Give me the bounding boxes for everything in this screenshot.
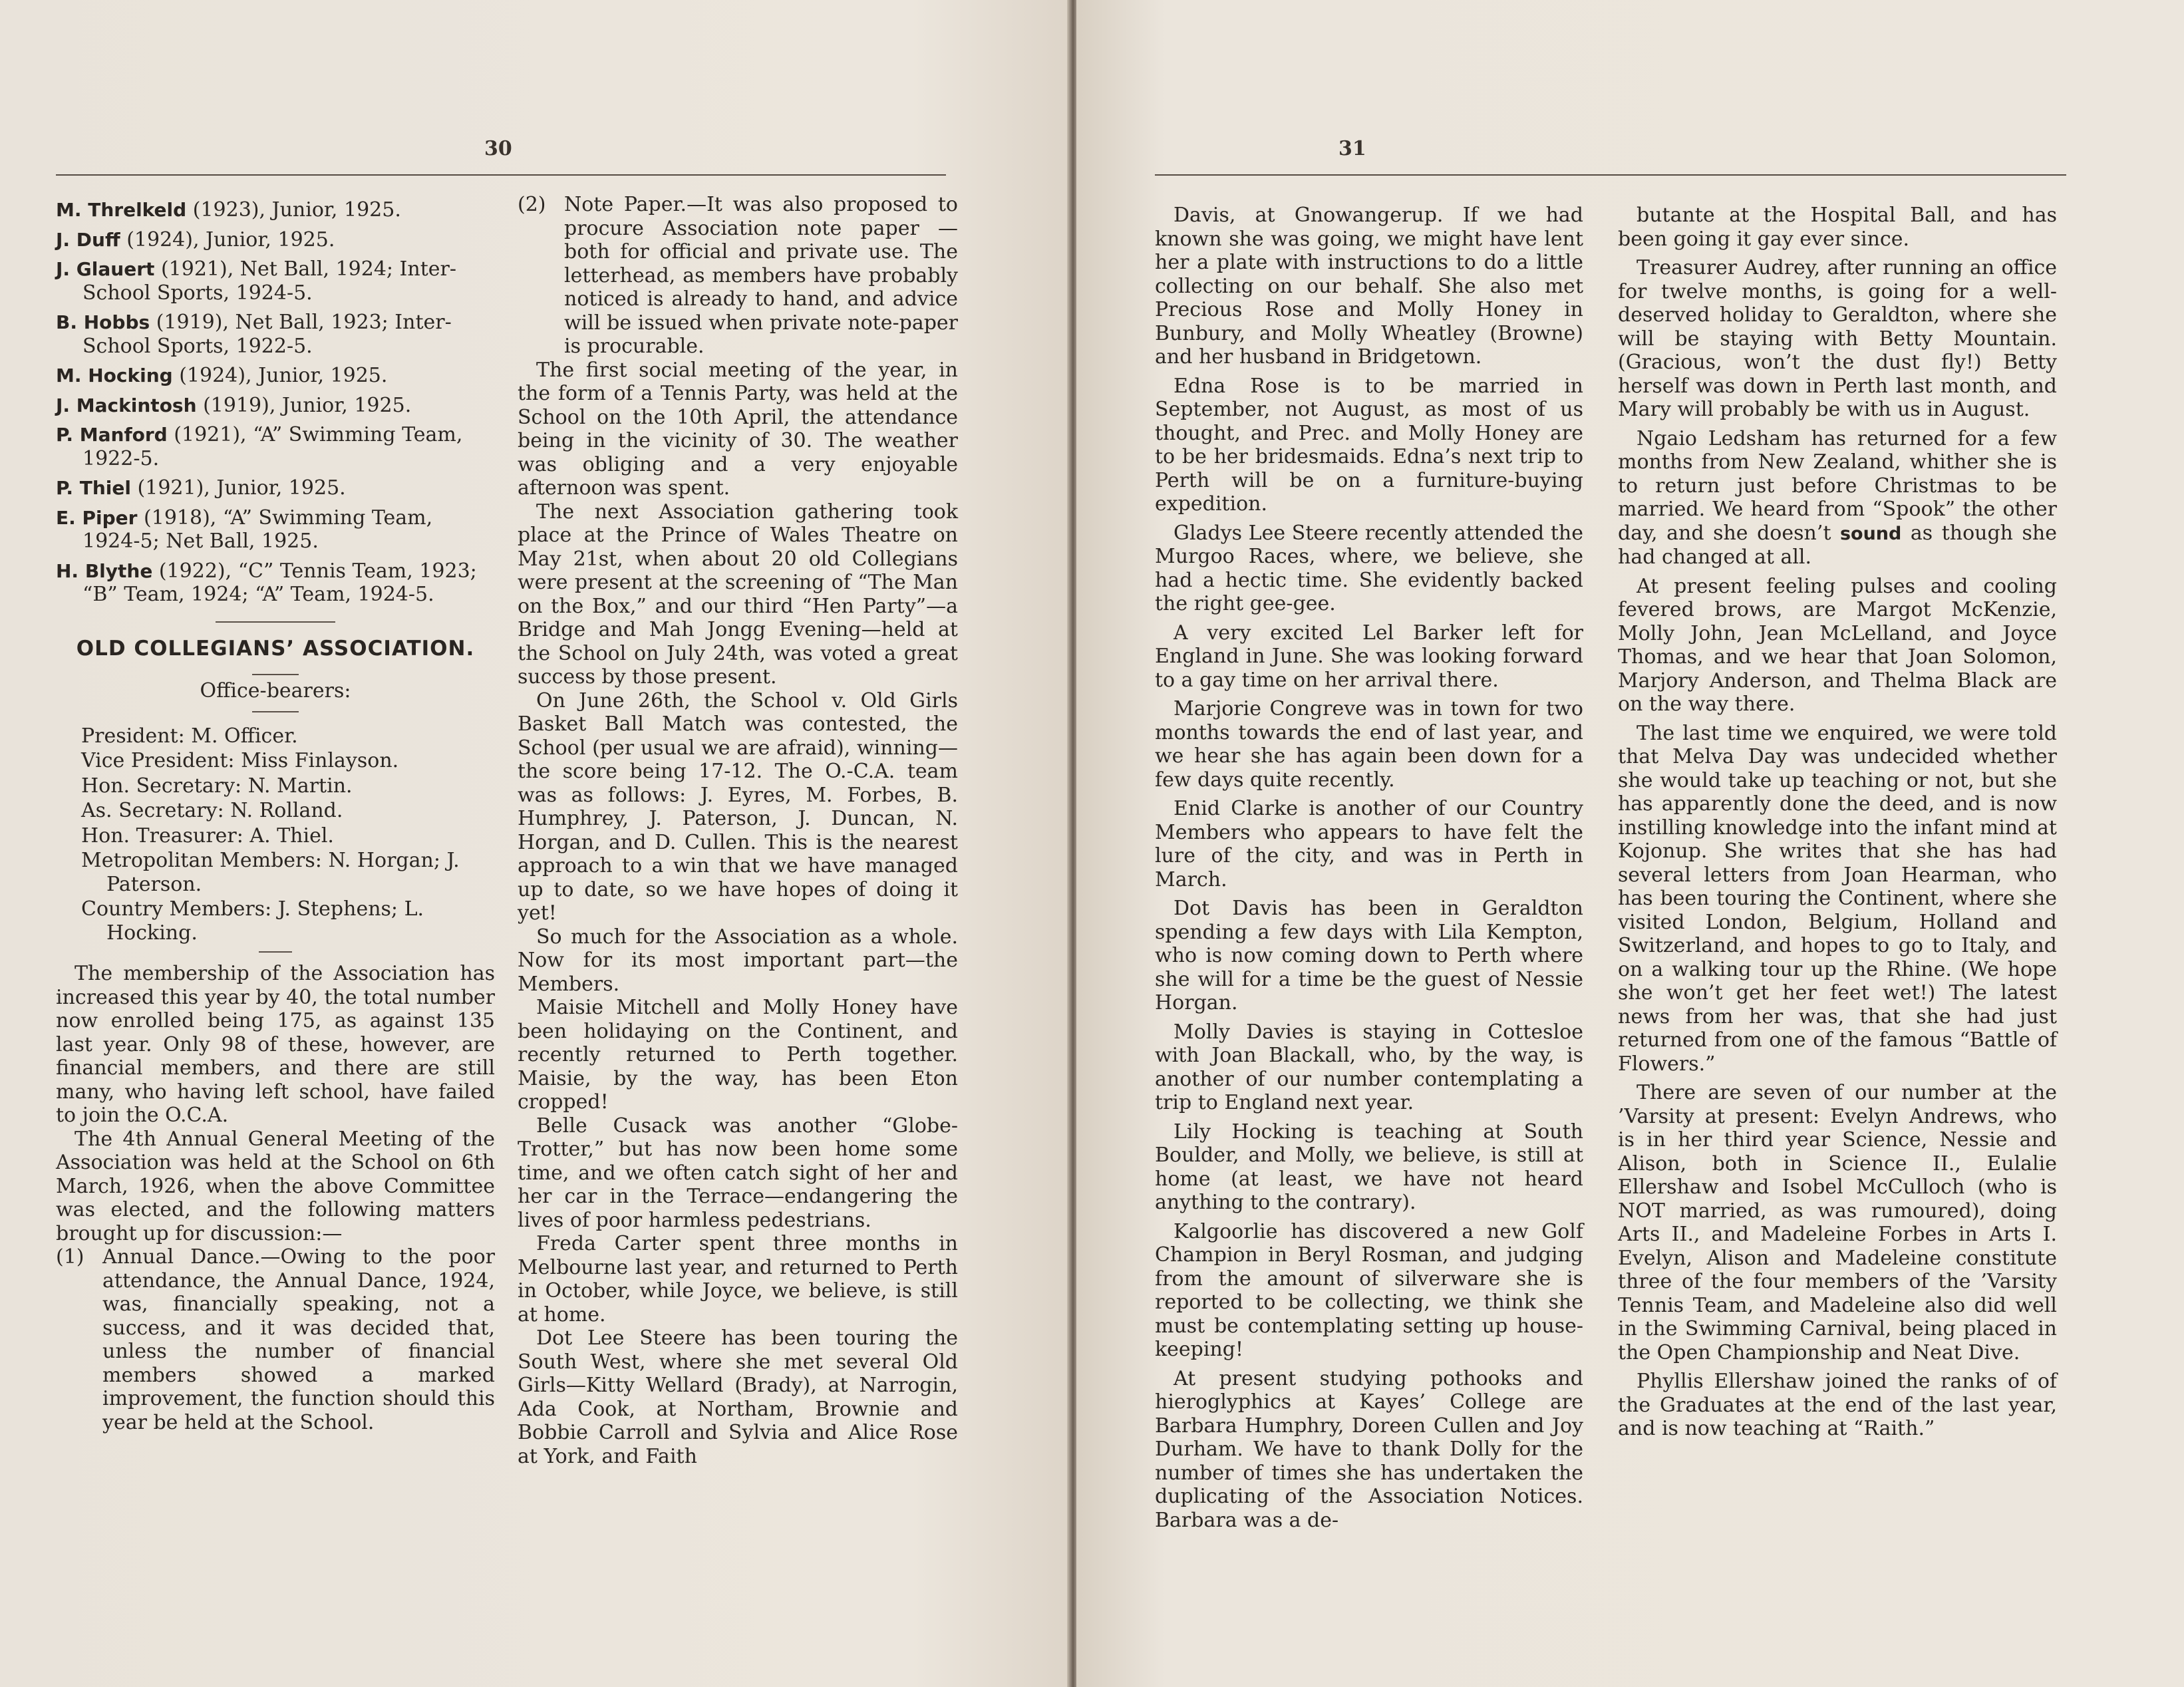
record-details: (1918), “A” Swimming Team, 1924-5; Net Ball, 1925. bbox=[82, 506, 433, 553]
record-details: (1923), Junior, 1925. bbox=[192, 198, 401, 222]
paragraph-text: as though she had changed at all. bbox=[1618, 521, 2057, 569]
record-entry bbox=[56, 364, 495, 388]
paragraph: Dot Davis has been in Geraldton spending a few days with Lila Kempton, who is now coming down to Perth where she will for a time be the guest of Nessie Horgan. bbox=[1155, 897, 1583, 1014]
paragraph: Belle Cusack was another “Globe-Trotter,” but has now been home some time, and we often catch sight of her and her car in the Terrace—endangering the lives of poor harmless pedestrians. bbox=[518, 1114, 958, 1232]
paragraph: So much for the Association as a whole. Now for its most important part—the Members. bbox=[518, 925, 958, 996]
paragraph: The next Association gathering took place at the Prince of Wales Theatre on May 21st, when about 20 old Collegians were present at the screening of “The Man on the Box,” and our third “Hen Party”—a Bridge and Mah Jongg Evening—held at the School on July 24th, was voted a great success by those present. bbox=[518, 500, 958, 689]
divider bbox=[252, 711, 299, 712]
section-heading: OLD COLLEGIANS’ ASSOCIATION. bbox=[76, 636, 475, 661]
paragraph: Treasurer Audrey, after running an office for twelve months, is going for a well-deserved holiday to Geraldton, where she will be staying with Betty Mountain. (Gracious, won’t the dust fly!) Betty herself was down in Perth last month, and Mary will probably be with us in August. bbox=[1618, 256, 2057, 421]
paragraph bbox=[1618, 427, 2057, 569]
paragraph: Enid Clarke is another of our Country Members who appears to have felt the lure of the city, and was in Perth in March. bbox=[1155, 797, 1583, 891]
record-entry bbox=[56, 506, 495, 553]
discussion-item bbox=[56, 1245, 495, 1434]
paragraph: The 4th Annual General Meeting of the Association was held at the School on 6th March, 1926, when the above Committee was elected, and the following matters brought up for discussion:— bbox=[56, 1127, 495, 1245]
student-name: H. Blythe bbox=[56, 559, 153, 582]
student-name: E. Piper bbox=[56, 506, 138, 529]
office-bearer: President: M. Officer. bbox=[81, 724, 298, 748]
paragraph: Marjorie Congreve was in town for two months towards the end of last year, and we hear she has again been down for a few days quite recently. bbox=[1155, 697, 1583, 792]
paragraph: The first social meeting of the year, in the form of a Tennis Party, was held at the School on the 10th April, the attendance being in the vicinity of 30. The weather was obliging and a very enjoyable afternoon was spent. bbox=[518, 358, 958, 500]
office-bearer: Country Members: J. Stephens; L. Hocking. bbox=[81, 897, 424, 945]
school-records-list bbox=[56, 198, 495, 607]
right-column-1 bbox=[1155, 198, 1583, 1532]
paragraph: Maisie Mitchell and Molly Honey have been holidaying on the Continent, and recently returned to Perth together. Maisie, by the way, has been Eton cropped! bbox=[518, 996, 958, 1114]
office-bearers-list bbox=[56, 724, 495, 945]
member-news bbox=[1618, 575, 2057, 1441]
right-column-2 bbox=[1618, 198, 2057, 1441]
item-text: Note Paper.—It was also proposed to procure Association note paper — both for official and private use. The letterhead, as members have probably noticed is already to hand, and advice will be issued when private note-paper is procurable. bbox=[564, 193, 958, 358]
record-entry bbox=[56, 198, 495, 222]
paragraph: butante at the Hospital Ball, and has been going it gay ever since. bbox=[1618, 204, 2057, 251]
record-entry bbox=[56, 394, 495, 418]
divider bbox=[252, 674, 299, 675]
paragraph: On June 26th, the School v. Old Girls Basket Ball Match was contested, the School (per usual we are afraid), winning—the score being 17-12. The O.-C.A. team was as follows: J. Eyres, M. Forbes, B. Humphrey, J. Paterson, J. Duncan, N. Horgan, and D. Cullen. This is the nearest approach to a win that we have managed up to date, so we have hopes of doing it yet! bbox=[518, 689, 958, 925]
paragraph: Kalgoorlie has discovered a new Golf Champion in Beryl Rosman, and judging from the amount of silverware she is reported to be collecting, we think she must be contemplating setting up house-keeping! bbox=[1155, 1219, 1583, 1361]
paragraph: The last time we enquired, we were told that Melva Day was undecided whether she would take up teaching or not, but she has apparently done the deed, and is now instilling knowledge into the infant mind at Kojonup. She writes that she has had several letters from Joan Hearman, who has been touring the Continent, where she visited London, Belgium, Holland and Switzerland, and hopes to go to Italy, and on a walking tour up the Rhine. (We hope she won’t get her feet wet!) The latest news from her was, that she had just returned from one of the famous “Battle of Flowers.” bbox=[1618, 721, 2057, 1076]
record-details: (1921), Net Ball, 1924; Inter-School Sports, 1924-5. bbox=[82, 257, 457, 305]
paragraph: Davis, at Gnowangerup. If we had known she was going, we might have lent her a plate with instructions to do a little collecting on our behalf. She also met Precious Rose and Molly Honey in Bunbury, and Molly Wheatley (Browne) and her husband in Bridgetown. bbox=[1155, 204, 1583, 369]
student-name: P. Thiel bbox=[56, 477, 131, 499]
student-name: B. Hobbs bbox=[56, 311, 150, 333]
paragraph: Phyllis Ellershaw joined the ranks of of the Graduates at the end of the last year, and is now teaching at “Raith.” bbox=[1618, 1370, 2057, 1440]
member-news bbox=[1618, 204, 2057, 422]
office-heading: Office-bearers: bbox=[200, 679, 351, 702]
paragraph: At present studying pothooks and hieroglyphics at Kayes’ College are Barbara Humphry, Doreen Cullen and Joy Durham. We have to thank Dolly for the number of times she has undertaken the duplicating of the Association Notices. Barbara was a de- bbox=[1155, 1366, 1583, 1532]
header-rule bbox=[1155, 174, 2066, 176]
item-text: Annual Dance.—Owing to the poor attendance, the Annual Dance, 1924, was, financially speaking, not a success, and it was decided that, unless the number of financial members showed a marked improvement, the function should this year be held at the School. bbox=[102, 1245, 495, 1434]
office-bearer: Metropolitan Members: N. Horgan; J. Paterson. bbox=[81, 849, 460, 896]
item-number: (2) bbox=[518, 193, 546, 216]
record-details: (1924), Junior, 1925. bbox=[179, 364, 388, 387]
student-name: M. Hocking bbox=[56, 365, 173, 386]
item-number: (1) bbox=[56, 1245, 84, 1269]
record-entry bbox=[56, 476, 495, 500]
paragraph: There are seven of our number at the ’Varsity at present: Evelyn Andrews, who is in her third year Science, Nessie and Alison, both in Science II., Eulalie Ellershaw and Isobel McCulloch (who is NOT married, as was rumoured), doing Arts II., and Madeleine Forbes in Arts I. Evelyn, Alison and Madeleine constitute three of the four members of the ’Varsity Tennis Team, and Madeleine also did well in the Swimming Carnival, being placed in the Open Championship and Neat Dive. bbox=[1618, 1081, 2057, 1364]
paragraph: Edna Rose is to be married in September, not August, as most of us thought, and Prec. and Molly Honey are to be her bridesmaids. Edna’s next trip to Perth will be on a furniture-buying expedition. bbox=[1155, 374, 1583, 516]
emphasis-text: sound bbox=[1839, 523, 1902, 544]
paragraph-text: Ngaio Ledsham has returned for a few months from New Zealand, whither she is to return just before Christmas to be married. We heard from “Spook” the other day, and she doesn’t bbox=[1618, 426, 2057, 545]
left-column-2 bbox=[518, 193, 958, 1468]
record-details: (1924), Junior, 1925. bbox=[126, 228, 335, 251]
paragraph: Molly Davies is staying in Cottesloe with Joan Blackall, who, by the way, is another of our number contemplating a trip to England next year. bbox=[1155, 1020, 1583, 1114]
paragraph: Freda Carter spent three months in Melbourne last year, and returned to Perth in October, while Joyce, we believe, is still at home. bbox=[518, 1232, 958, 1326]
association-notes bbox=[518, 359, 958, 1469]
record-entry bbox=[56, 559, 495, 607]
office-bearer: As. Secretary: N. Rolland. bbox=[81, 799, 343, 822]
record-entry bbox=[56, 423, 495, 470]
record-details: (1922), “C” Tennis Team, 1923; “B” Team, 1924; “A” Team, 1924-5. bbox=[82, 559, 477, 606]
student-name: P. Manford bbox=[56, 424, 168, 446]
page-number: 30 bbox=[484, 137, 512, 160]
record-entry bbox=[56, 257, 495, 305]
member-news bbox=[1155, 204, 1583, 1532]
left-column-1 bbox=[56, 198, 495, 1434]
office-bearer: Hon. Treasurer: A. Thiel. bbox=[81, 824, 334, 847]
record-entry bbox=[56, 228, 495, 252]
record-details: (1921), “A” Swimming Team, 1922-5. bbox=[82, 423, 463, 470]
office-bearer: Hon. Secretary: N. Martin. bbox=[81, 774, 353, 798]
paragraph: Dot Lee Steere has been touring the South West, where she met several Old Girls—Kitty Wellard (Brady), at Narrogin, Ada Cook, at Northam, Brownie and Bobbie Carroll and Sylvia and Alice Rose at York, and Faith bbox=[518, 1326, 958, 1468]
student-name: J. Glauert bbox=[56, 258, 155, 280]
paragraph: Lily Hocking is teaching at South Boulder, and Molly, we believe, is still at home (at least, we have not heard anything to the contrary). bbox=[1155, 1120, 1583, 1214]
record-entry bbox=[56, 311, 495, 358]
record-details: (1919), Junior, 1925. bbox=[203, 393, 412, 417]
paragraph: A very excited Lel Barker left for England in June. She was looking forward to a gay time on her arrival there. bbox=[1155, 621, 1583, 692]
divider bbox=[216, 621, 335, 623]
record-details: (1919), Net Ball, 1923; Inter-School Sports, 1922-5. bbox=[82, 311, 452, 358]
left-page bbox=[0, 0, 1072, 1687]
discussion-item bbox=[518, 193, 958, 359]
student-name: J. Duff bbox=[56, 228, 120, 251]
paragraph: The membership of the Association has increased this year by 40, the total number now enrolled being 175, as against 135 last year. Only 98 of these, however, are financial members, and there are still many, who having left school, have failed to join the O.C.A. bbox=[56, 962, 495, 1127]
membership-text bbox=[56, 962, 495, 1245]
divider bbox=[259, 951, 292, 953]
student-name: M. Threlkeld bbox=[56, 199, 187, 221]
office-bearer: Vice President: Miss Finlayson. bbox=[81, 749, 399, 772]
header-rule bbox=[56, 174, 946, 176]
paragraph: Gladys Lee Steere recently attended the Murgoo Races, where, we believe, she had a hectic time. She evidently backed the right gee-gee. bbox=[1155, 521, 1583, 615]
record-details: (1921), Junior, 1925. bbox=[137, 476, 346, 500]
student-name: J. Mackintosh bbox=[56, 394, 197, 416]
page-number: 31 bbox=[1338, 137, 1366, 160]
right-page bbox=[1076, 0, 2184, 1687]
paragraph: At present feeling pulses and cooling fevered brows, are Margot McKenzie, Molly John, Jean McLelland, and Joyce Thomas, and we hear that Joan Solomon, Marjory Anderson, and Thelma Black are on the way there. bbox=[1618, 574, 2057, 716]
